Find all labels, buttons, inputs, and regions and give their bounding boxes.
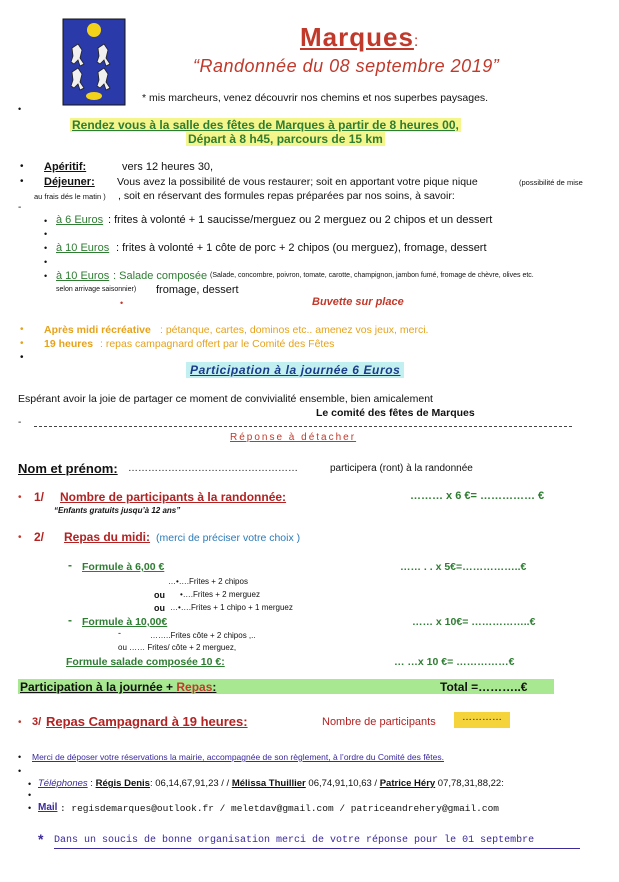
- bullet: •: [20, 324, 24, 335]
- apres-midi-text: : pétanque, cartes, dominos etc.. amenez vos jeux, merci.: [160, 324, 429, 336]
- footer-star: *: [38, 831, 44, 847]
- subtitle: “Randonnée du 08 septembre 2019”: [193, 56, 500, 76]
- dash-mark: -: [68, 613, 72, 627]
- formula6-option2[interactable]: •….Frites + 2 merguez: [180, 590, 260, 599]
- total-colon: :: [212, 680, 217, 694]
- mail-label: Mail: [38, 802, 58, 813]
- phone-name-3: Patrice Héry: [379, 778, 436, 789]
- or-label: ou: [154, 603, 165, 613]
- name-dots[interactable]: ……………………………………………: [128, 463, 298, 474]
- cut-line: [34, 426, 572, 427]
- dash-mark: -: [118, 628, 121, 638]
- dejeuner-small: (possibilité de mise: [519, 178, 583, 187]
- formula3-text: : Salade composée: [113, 270, 208, 282]
- dejeuner-label: Déjeuner:: [44, 176, 95, 188]
- bullet: •: [20, 176, 24, 187]
- formula10-label: Formule à 10,00€: [82, 616, 168, 628]
- page-title: [300, 22, 419, 53]
- soir-label: 19 heures: [44, 338, 94, 350]
- item1-label: Nombre de participants à la randonnée:: [60, 490, 287, 504]
- coat-of-arms-logo: [62, 18, 126, 106]
- apres-midi-label: Après midi récréative: [44, 324, 151, 336]
- soir-text: : repas campagnard offert par le Comité des Fêtes: [100, 338, 335, 350]
- formula6-calc[interactable]: …… . . x 5€=……………..€: [400, 561, 527, 573]
- title-colon: :: [413, 33, 420, 50]
- phone-number-2: 06,74,91,10,63 /: [305, 778, 378, 789]
- total-amount[interactable]: Total =………..€: [440, 680, 528, 694]
- formula3-line2-small: selon arrivage saisonnier): [56, 286, 137, 293]
- phones-label: Téléphones: [38, 778, 88, 789]
- bullet: •: [18, 104, 22, 114]
- bullet: •: [44, 271, 48, 281]
- total-label-text: Participation à la journée +: [20, 680, 177, 694]
- item1-calc[interactable]: ……… x 6 €= …………… €: [410, 490, 545, 502]
- total-label: [20, 680, 216, 694]
- formula10-option2[interactable]: ou …… Frites/ côte + 2 merguez,: [118, 643, 237, 652]
- phone-number-1: : 06,14,67,91,23 / /: [149, 778, 230, 789]
- rendezvous-line1: Rendez vous à la salle des fêtes de Marques à partir de 8 heures 00,: [72, 118, 459, 132]
- formula2-text: : frites à volonté + 1 côte de porc + 2 chipos (ou merguez), fromage, dessert: [116, 242, 487, 254]
- name-suffix: participera (ront) à la randonnée: [330, 463, 473, 474]
- bullet: •: [18, 532, 22, 543]
- dash-mark: -: [18, 417, 22, 428]
- bullet: •: [44, 229, 48, 239]
- formula2-price: à 10 Euros: [56, 242, 110, 254]
- mail-addresses[interactable]: : regisdemarques@outlook.fr / meletdav@gmail.com / patriceandrehery@gmail.com: [60, 803, 499, 814]
- phone-name-1: Régis Denis: [95, 778, 150, 789]
- item2-num: 2/: [34, 530, 45, 544]
- title-text: Marques: [300, 22, 414, 52]
- item3-label: Repas Campagnard à 19 heures:: [46, 714, 248, 729]
- children-note: “Enfants gratuits jusqu’à 12 ans”: [54, 506, 181, 515]
- footer-underline: [54, 848, 580, 849]
- buvette-text: Buvette sur place: [312, 296, 404, 308]
- reservation-text: Merci de déposer votre réservations la mairie, accompagnée de son règlement, à l’ordre du Comité des fêtes.: [32, 752, 444, 762]
- dash-mark: -: [68, 558, 72, 572]
- phone-name-2: Mélissa Thuillier: [231, 778, 306, 789]
- rendezvous-line2: Départ à 8 h45, parcours de 15 km: [188, 132, 383, 146]
- item3-count-label: Nombre de participants: [322, 716, 436, 728]
- formula3-small: (Salade, concombre, poivron, tomate, carotte, champignon, jambon fumé, fromage de chèvre, olives etc.: [210, 272, 534, 279]
- participation-banner: Participation à la journée 6 Euros: [186, 362, 404, 378]
- closing-text: Espérant avoir la joie de partager ce moment de convivialité ensemble, bien amicalement: [18, 393, 433, 405]
- bullet: •: [28, 803, 32, 813]
- bullet: •: [18, 752, 22, 762]
- formula1-price: à 6 Euros: [56, 214, 104, 226]
- formula6-option3[interactable]: …•….Frites + 1 chipo + 1 merguez: [170, 603, 293, 612]
- salade-calc[interactable]: … …x 10 €= ……………€: [394, 656, 515, 668]
- formula3-price: à 10 Euros: [56, 270, 110, 282]
- formula3-line2: fromage, dessert: [156, 284, 239, 296]
- bullet: •: [18, 766, 22, 776]
- bullet: •: [20, 161, 24, 172]
- item3-num: 3/: [32, 716, 42, 728]
- formula10-calc[interactable]: …… x 10€= ……………..€: [412, 616, 536, 628]
- phone-number-3: 07,78,31,88,22:: [435, 778, 504, 789]
- phones-colon: :: [87, 778, 96, 789]
- bullet: •: [18, 717, 22, 728]
- formula6-option1[interactable]: …•….Frites + 2 chipos: [168, 577, 248, 586]
- phones-line: [38, 778, 504, 789]
- item2-note: (merci de préciser votre choix ): [156, 532, 301, 544]
- formula10-option1[interactable]: ……..Frites côte + 2 chipos ,..: [150, 631, 256, 640]
- bullet: •: [44, 257, 48, 267]
- aperitif-text: vers 12 heures 30,: [122, 161, 214, 173]
- dejeuner-text: Vous avez la possibilité de vous restaurer; soit en apportant votre pique nique: [117, 176, 478, 188]
- bullet: •: [44, 243, 48, 253]
- bullet: •: [20, 352, 24, 363]
- item2-label: Repas du midi:: [64, 530, 151, 544]
- item1-num: 1/: [34, 490, 45, 504]
- detach-label: Réponse à détacher: [230, 432, 357, 443]
- bullet: •: [20, 338, 24, 349]
- bullet: •: [44, 216, 48, 226]
- dejeuner-line2-small: au frais dés le matin ): [34, 192, 106, 201]
- bullet: •: [18, 492, 22, 503]
- formula6-label: Formule à 6,00 €: [82, 561, 165, 573]
- formula1-text: : frites à volonté + 1 saucisse/merguez ou 2 merguez ou 2 chipos et un dessert: [108, 214, 493, 226]
- intro-text: * mis marcheurs, venez découvrir nos chemins et nos superbes paysages.: [142, 92, 489, 104]
- or-label: ou: [154, 590, 165, 600]
- footer-text: Dans un soucis de bonne organisation merci de votre réponse pour le 01 septembre: [54, 835, 535, 846]
- total-repas: Repas: [176, 680, 213, 694]
- name-label: Nom et prénom:: [18, 461, 118, 476]
- aperitif-label: Apéritif:: [44, 161, 87, 173]
- bullet: •: [28, 790, 32, 800]
- bullet: •: [28, 779, 32, 789]
- signature: Le comité des fêtes de Marques: [316, 407, 475, 419]
- item3-count-field[interactable]: …………: [454, 712, 510, 728]
- salade-label: Formule salade composée 10 €:: [66, 656, 225, 668]
- dejeuner-line2: , soit en réservant des formules repas préparées par nos soins, à savoir:: [118, 190, 455, 202]
- dash-mark: -: [18, 202, 22, 213]
- bullet: •: [120, 298, 124, 308]
